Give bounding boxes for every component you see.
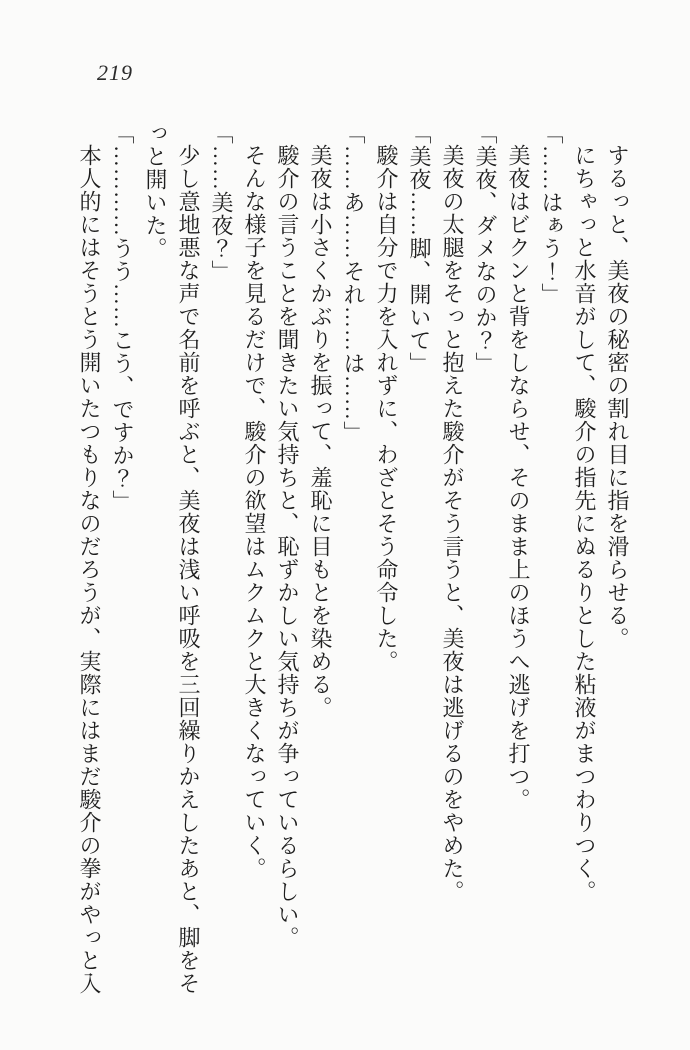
paragraph: 美夜は小さくかぶりを振って、羞恥に目もとを染める。 <box>308 144 333 719</box>
paragraph: 「美夜……脚、開いて」 <box>407 122 432 375</box>
paragraph: そんな様子を見るだけで、駿介の欲望はムクムクと大きくなっていく。 <box>242 144 267 880</box>
paragraph: 「……あ……それ……は……」 <box>341 122 366 444</box>
paragraph: 「美夜、ダメなのか？」 <box>473 122 498 375</box>
paragraph: 「……はぁう！」 <box>539 122 564 306</box>
paragraph: 「…………うう……こう、ですか？」 <box>110 122 135 513</box>
paragraph: 美夜はビクンと背をしならせ、そのまま上のほうへ逃げを打つ。 <box>506 144 531 811</box>
paragraph: 「……美夜？」 <box>209 122 234 283</box>
page-text <box>73 122 634 998</box>
paragraph: 駿介は自分で力を入れずに、わざとそう命令した。 <box>374 144 399 673</box>
paragraph: にちゃっと水音がして、駿介の指先にぬるりとした粘液がまつわりつく。 <box>572 144 597 903</box>
paragraph: 美夜の太腿をそっと抱えた駿介がそう言うと、美夜は逃げるのをやめた。 <box>440 144 465 903</box>
paragraph: 駿介の言うことを聞きたい気持ちと、恥ずかしい気持ちが争っているらしい。 <box>275 144 300 949</box>
paragraph: 本人的にはそうとう開いたつもりなのだろうが、実際にはまだ駿介の拳がやっと入 <box>77 144 102 995</box>
paragraph: するっと、美夜の秘密の割れ目に指を滑らせる。 <box>605 144 630 650</box>
page-number: 219 <box>97 60 133 85</box>
paragraph: 少し意地悪な声で名前を呼ぶと、美夜は浅い呼吸を三回繰りかえしたあと、脚をそっと開いた。 <box>143 122 201 995</box>
